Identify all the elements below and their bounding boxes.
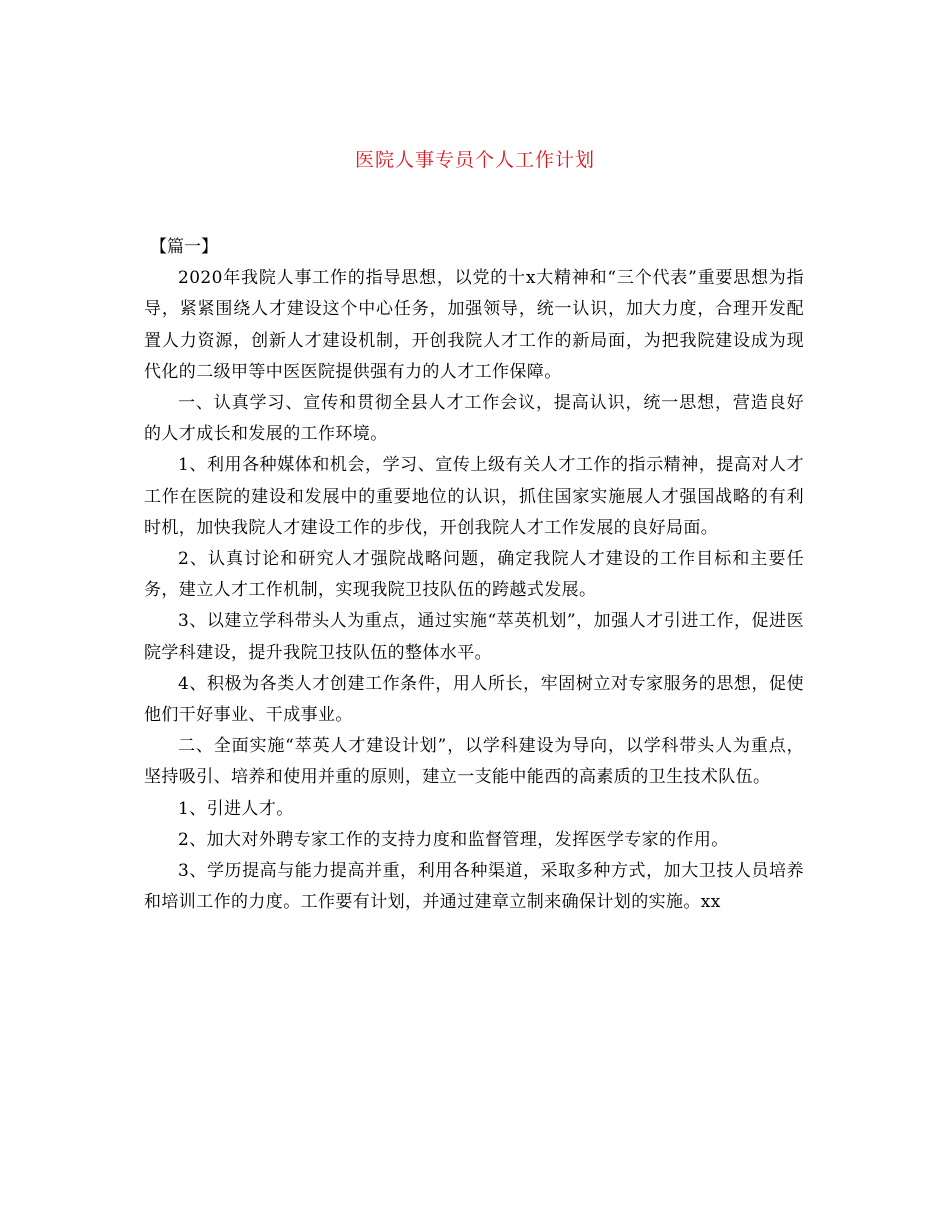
paragraph-item-2-3: 3、学历提高与能力提高并重，利用各种渠道，采取多种方式，加大卫技人员培养和培训工作的力度。工作要有计划，并通过建章立制来确保计划的实施。xx bbox=[144, 861, 804, 913]
document-title: 医院人事专员个人工作计划 bbox=[354, 149, 595, 171]
section-heading: 【篇一】 bbox=[150, 237, 218, 257]
paragraph-item-2: 2、认真讨论和研究人才强院战略问题，确定我院人才建设的工作目标和主要任务，建立人才工作机制，实现我院卫技队伍的跨越式发展。 bbox=[144, 549, 804, 601]
paragraph-item-1: 1、利用各种媒体和机会，学习、宣传上级有关人才工作的指示精神，提高对人才工作在医院的建设和发展中的重要地位的认识，抓住国家实施展人才强国战略的有利时机，加快我院人才建设工作的步伐，开创我院人才工作发展的良好局面。 bbox=[144, 455, 804, 538]
paragraph-guiding-ideology: 2020年我院人事工作的指导思想，以党的十x大精神和“三个代表”重要思想为指导，紧紧围绕人才建设这个中心任务，加强领导，统一认识，加大力度，合理开发配置人力资源，创新人才建设机制，开创我院人才工作的新局面，为把我院建设成为现代化的二级甲等中医医院提供强有力的人才工作保障。 bbox=[144, 268, 804, 382]
paragraph-heading-one: 一、认真学习、宣传和贯彻全县人才工作会议，提高认识，统一思想，营造良好的人才成长和发展的工作环境。 bbox=[144, 393, 804, 445]
paragraph-heading-two: 二、全面实施“萃英人才建设计划”，以学科建设为导向，以学科带头人为重点，坚持吸引、培养和使用并重的原则，建立一支能中能西的高素质的卫生技术队伍。 bbox=[144, 736, 804, 788]
paragraph-item-2-2: 2、加大对外聘专家工作的支持力度和监督管理，发挥医学专家的作用。 bbox=[178, 829, 729, 850]
document-body bbox=[144, 232, 804, 918]
paragraph-item-2-1: 1、引进人才。 bbox=[178, 798, 294, 819]
paragraph-item-3: 3、以建立学科带头人为重点，通过实施“萃英机划”，加强人才引进工作，促进医院学科建设，提升我院卫技队伍的整体水平。 bbox=[144, 611, 804, 663]
paragraph-item-4: 4、积极为各类人才创建工作条件，用人所长，牢固树立对专家服务的思想，促使他们干好事业、干成事业。 bbox=[144, 673, 804, 726]
